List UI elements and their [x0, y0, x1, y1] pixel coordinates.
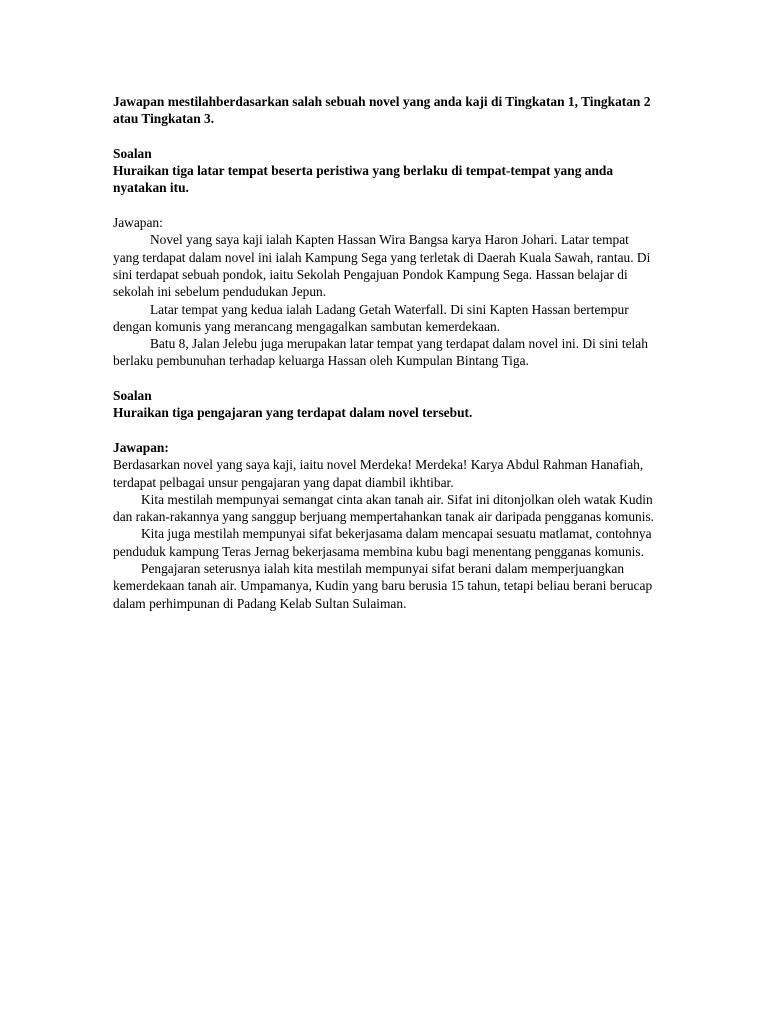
section2-answer-label: Jawapan:: [113, 439, 169, 455]
spacer: [113, 422, 658, 439]
section2-paragraph-2: Kita juga mestilah mempunyai sifat bekerjasama dalam mencapai sesuatu matlamat, contohnya penduduk kampung Teras Jernag bekerjasama membina kubu bagi menentang pengganas komunis.: [113, 526, 652, 559]
section1-paragraph-3: Batu 8, Jalan Jelebu juga merupakan latar tempat yang terdapat dalam novel ini. Di sini telah berlaku pembunuhan terhadap keluarga Hassan oleh Kumpulan Bintang Tiga.: [113, 336, 648, 369]
document-page: [113, 93, 658, 612]
section2-intro: Berdasarkan novel yang saya kaji, iaitu novel Merdeka! Merdeka! Karya Abdul Rahman Hanafiah, terdapat pelbagai unsur pengajaran yang dapat diambil ikhtibar.: [113, 457, 644, 490]
instruction-text: Jawapan mestilahberdasarkan salah sebuah novel yang anda kaji di Tingkatan 1, Tingkatan 2 atau Tingkatan 3.: [113, 94, 651, 127]
section2-label: Soalan: [113, 388, 152, 404]
section1-paragraph-2: Latar tempat yang kedua ialah Ladang Getah Waterfall. Di sini Kapten Hassan bertempur dengan komunis yang merancang mengagalkan sambutan kemerdekaan.: [113, 301, 629, 334]
section1-question: Huraikan tiga latar tempat beserta peristiwa yang berlaku di tempat-tempat yang anda nyatakan itu.: [113, 163, 614, 196]
section1-paragraph-1: Novel yang saya kaji ialah Kapten Hassan Wira Bangsa karya Haron Johari. Latar tempat yang terdapat dalam novel ini ialah Kampung Sega yang terletak di Daerah Kuala Sawah, rantau. Di sini terdapat sebuah pondok, iaitu Sekolah Pengajuan Pondok Kampung Sega. Hassan belajar di sekolah ini sebelum pendudukan Jepun.: [113, 232, 651, 300]
section2-paragraph-3: Pengajaran seterusnya ialah kita mestilah mempunyai sifat berani dalam memperjuangkan kemerdekaan tanah air. Umpamanya, Kudin yang baru berusia 15 tahun, tetapi beliau berani berucap dalam perhimpunan di Padang Kelab Sultan Sulaiman.: [113, 561, 653, 611]
section1-answer-label: Jawapan:: [113, 215, 163, 231]
spacer: [113, 128, 658, 145]
section1-label: Soalan: [113, 145, 152, 161]
spacer: [113, 370, 658, 387]
section2-paragraph-1: Kita mestilah mempunyai semangat cinta akan tanah air. Sifat ini ditonjolkan oleh watak Kudin dan rakan-rakannya yang sanggup berjuang mempertahankan tanak air daripada pengganas komunis.: [113, 491, 654, 525]
spacer: [113, 197, 658, 214]
section2-question: Huraikan tiga pengajaran yang terdapat dalam novel tersebut.: [113, 405, 473, 421]
